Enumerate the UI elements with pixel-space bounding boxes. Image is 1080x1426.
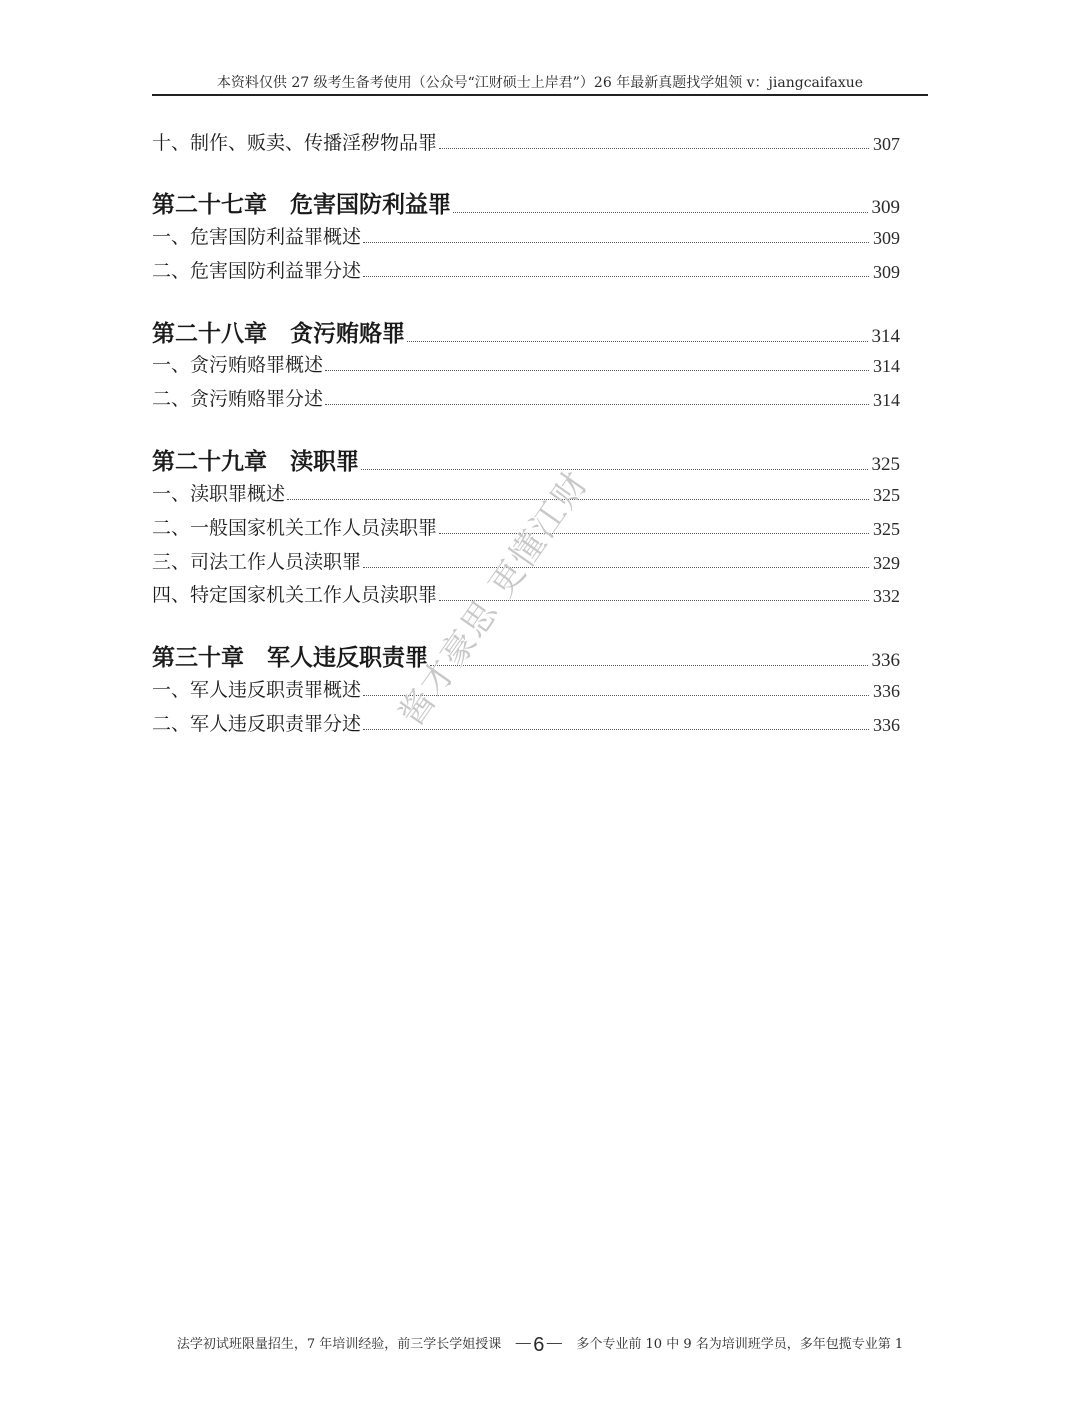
dot-leader [363, 728, 869, 730]
toc-entry[interactable] [152, 128, 900, 155]
toc-entry-label: 一、渎职罪概述 [152, 483, 286, 505]
dot-leader [430, 664, 868, 666]
toc-entry-page: 309 [873, 228, 900, 248]
toc-entry[interactable] [152, 675, 900, 702]
toc-entry-label: 十、制作、贩卖、传播淫秽物品罪 [152, 132, 438, 154]
dot-leader [325, 369, 869, 371]
toc-entry-page: 336 [871, 650, 900, 671]
toc-entry-label: 一、军人违反职责罪概述 [152, 679, 362, 701]
dot-leader [363, 275, 869, 277]
dot-leader [439, 147, 869, 149]
toc-entry-label: 二、一般国家机关工作人员渎职罪 [152, 517, 438, 539]
watermark: 酱才豪思 更懂江财 [391, 463, 597, 733]
dot-leader [407, 340, 868, 342]
toc-entry-page: 336 [873, 681, 900, 701]
toc-entry-page: 314 [873, 356, 900, 376]
toc-chapter-entry[interactable] [152, 639, 900, 672]
page-number: －6－ [513, 1333, 565, 1356]
toc-entry-page: 325 [871, 454, 900, 475]
footer-left-text: 法学初试班限量招生，7 年培训经验，前三学长学姐授课 [176, 1336, 502, 1352]
toc-entry[interactable] [152, 709, 900, 736]
toc-entry-page: 329 [873, 553, 900, 573]
dot-leader [325, 403, 869, 405]
toc-chapter-entry[interactable] [152, 186, 900, 219]
toc-entry-label: 二、贪污贿赂罪分述 [152, 388, 324, 410]
dot-leader [361, 468, 868, 470]
toc-chapter-entry[interactable] [152, 443, 900, 476]
toc-entry[interactable] [152, 384, 900, 411]
toc-entry-label: 四、特定国家机关工作人员渎职罪 [152, 584, 438, 606]
dot-leader [453, 211, 868, 213]
toc-chapter-entry[interactable] [152, 315, 900, 348]
toc-chapter-label: 第三十章 军人违反职责罪 [152, 644, 428, 671]
toc-entry-label: 二、危害国防利益罪分述 [152, 260, 362, 282]
toc-entry-label: 二、军人违反职责罪分述 [152, 713, 362, 735]
toc-chapter-label: 第二十九章 渎职罪 [152, 448, 359, 475]
toc-chapter-label: 第二十八章 贪污贿赂罪 [152, 320, 405, 347]
toc-entry-page: 314 [871, 326, 900, 347]
toc-entry-page: 309 [871, 197, 900, 218]
header-rule [152, 94, 928, 96]
toc-entry-page: 307 [873, 134, 900, 154]
toc-entry-page: 314 [873, 390, 900, 410]
toc-entry-label: 一、贪污贿赂罪概述 [152, 354, 324, 376]
toc-entry-page: 309 [873, 262, 900, 282]
dot-leader [363, 566, 869, 568]
page-footer [152, 1330, 928, 1354]
toc-entry-page: 325 [873, 519, 900, 539]
toc-entry-page: 332 [873, 586, 900, 606]
toc-entry[interactable] [152, 350, 900, 377]
toc-chapter-label: 第二十七章 危害国防利益罪 [152, 191, 451, 218]
toc-entry[interactable] [152, 222, 900, 249]
footer-right-text: 多个专业前 10 中 9 名为培训班学员，多年包揽专业第 1 [576, 1336, 904, 1352]
toc-entry-label: 三、司法工作人员渎职罪 [152, 551, 362, 573]
toc-entry-page: 325 [873, 485, 900, 505]
dot-leader [363, 241, 869, 243]
toc-entry[interactable] [152, 256, 900, 283]
toc-entry-label: 一、危害国防利益罪概述 [152, 226, 362, 248]
page-header: 本资料仅供 27 级考生备考使用（公众号“江财硕士上岸君”）26 年最新真题找学姐领 v：jiangcaifaxue [216, 75, 864, 91]
toc-entry-page: 336 [873, 715, 900, 735]
